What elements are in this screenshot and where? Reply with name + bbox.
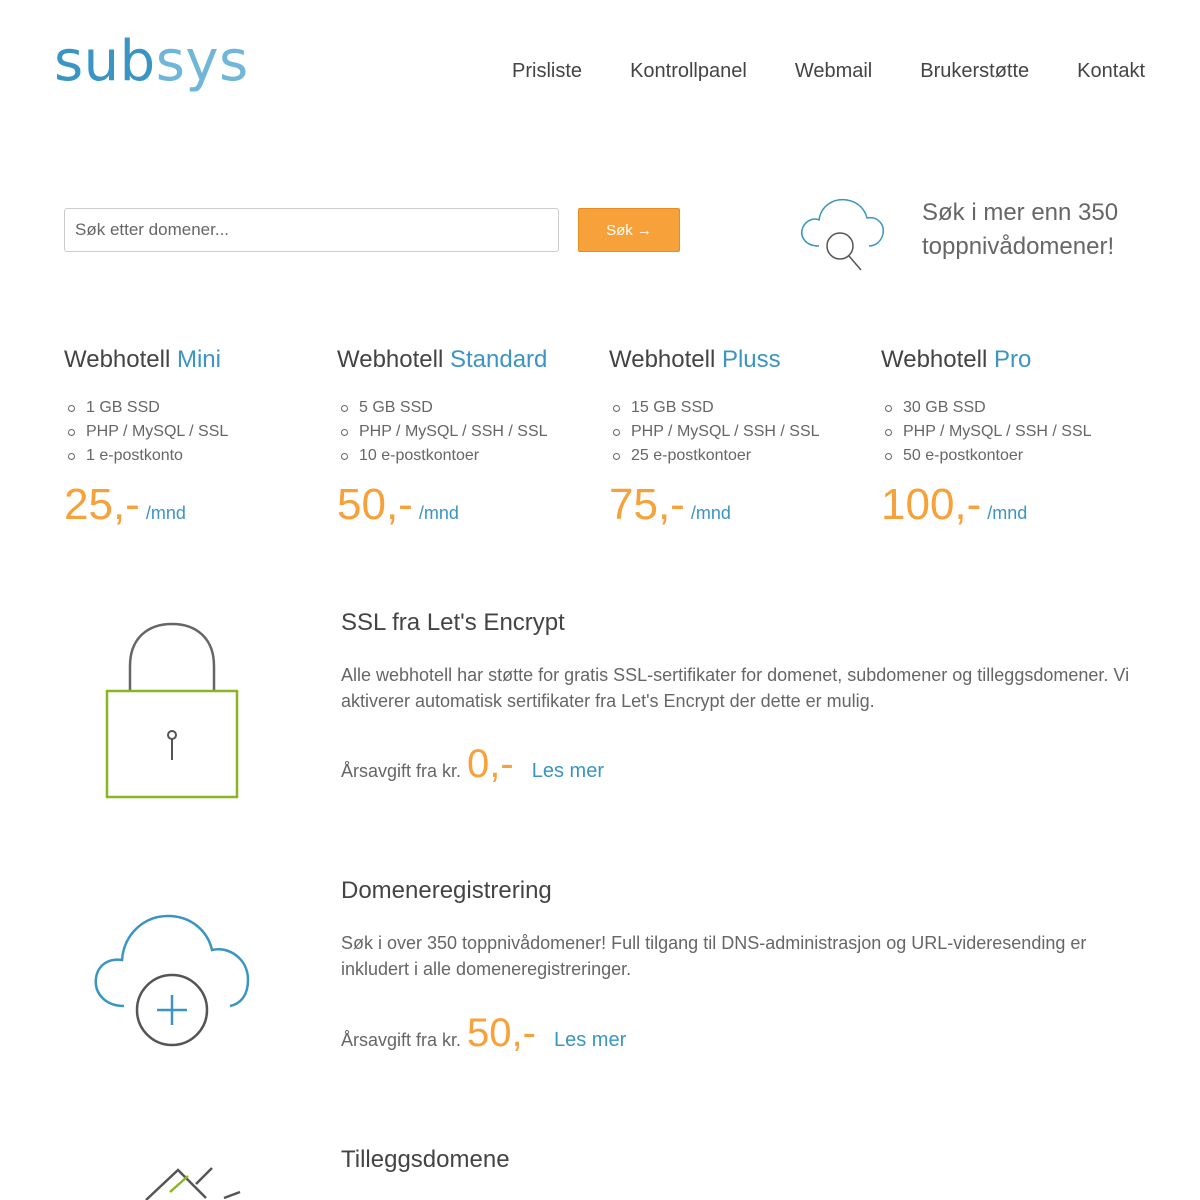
plan-price: [337, 480, 597, 530]
nav-webmail[interactable]: Webmail: [794, 60, 873, 82]
plan-prefix: Webhotell: [881, 346, 988, 373]
plan-price-amount: 50,-: [337, 480, 413, 529]
plan-mini: [64, 346, 324, 530]
plan-price: [64, 480, 324, 530]
read-more-link-ssl[interactable]: Les mer: [531, 760, 604, 782]
nav-kontakt[interactable]: Kontakt: [1077, 60, 1145, 82]
feature-price-domain: [341, 1011, 626, 1056]
plan-feature: 1 e-postkonto: [68, 444, 324, 468]
search-button[interactable]: Søk →: [578, 208, 680, 252]
plan-prefix: Webhotell: [337, 346, 444, 373]
nav-brukerstotte[interactable]: Brukerstøtte: [920, 60, 1030, 82]
feature-desc-ssl: Alle webhotell har støtte for gratis SSL-sertifikater for domenet, subdomener og tilleggsdomener. Vi aktiverer automatisk sertifikater fra Let's Encrypt der dette er mulig.: [341, 665, 1130, 711]
logo-part-sub: sub: [54, 29, 156, 94]
logo[interactable]: [54, 29, 249, 94]
plan-tier: Standard: [449, 346, 548, 373]
plan-price-amount: 100,-: [881, 480, 982, 529]
plan-title[interactable]: [881, 346, 1141, 374]
plan-price-unit: /mnd: [987, 503, 1028, 523]
tld-tagline-line2: toppnivådomener!: [922, 233, 1115, 260]
plan-tier: Mini: [176, 346, 221, 373]
plan-feature: 5 GB SSD: [341, 396, 597, 420]
addon-domain-icon: [140, 1162, 250, 1200]
plan-pro: [881, 346, 1141, 530]
plan-standard: [337, 346, 597, 530]
tld-tagline: [922, 196, 1118, 264]
read-more-link-domain[interactable]: Les mer: [553, 1029, 627, 1051]
plan-features: [885, 396, 1141, 468]
plan-feature: 15 GB SSD: [613, 396, 869, 420]
feature-title-ssl: SSL fra Let's Encrypt: [341, 609, 565, 636]
plan-tier: Pro: [993, 346, 1032, 373]
plan-feature: 25 e-postkontoer: [613, 444, 869, 468]
lock-icon: [100, 618, 244, 804]
plan-feature: PHP / MySQL / SSH / SSL: [885, 420, 1141, 444]
logo-part-sys: sys: [155, 29, 249, 94]
plan-pluss: [609, 346, 869, 530]
plan-feature: 50 e-postkontoer: [885, 444, 1141, 468]
plan-price-amount: 25,-: [64, 480, 140, 529]
nav-kontrollpanel[interactable]: Kontrollpanel: [630, 60, 747, 82]
plan-prefix: Webhotell: [64, 346, 171, 373]
cloud-search-icon: [795, 190, 887, 276]
plan-title[interactable]: [337, 346, 597, 374]
tld-tagline-line1: Søk i mer enn 350: [922, 199, 1119, 226]
plan-title[interactable]: [64, 346, 324, 374]
plan-price: [881, 480, 1141, 530]
price-amount: 0,-: [467, 742, 514, 786]
feature-price-ssl: [341, 742, 604, 787]
plan-feature: 10 e-postkontoer: [341, 444, 597, 468]
plan-price-amount: 75,-: [609, 480, 685, 529]
plan-price-unit: /mnd: [690, 503, 731, 523]
plan-price-unit: /mnd: [418, 503, 459, 523]
plan-features: [613, 396, 869, 468]
plan-features: [68, 396, 324, 468]
plan-title[interactable]: [609, 346, 869, 374]
plan-price: [609, 480, 869, 530]
main-nav: [512, 60, 1145, 83]
price-label: Årsavgift fra kr.: [341, 1030, 462, 1050]
plan-feature: 30 GB SSD: [885, 396, 1141, 420]
feature-title-domain: Domeneregistrering: [341, 877, 552, 904]
plan-tier: Pluss: [721, 346, 781, 373]
plan-prefix: Webhotell: [609, 346, 716, 373]
nav-prisliste[interactable]: Prisliste: [512, 60, 583, 82]
plan-features: [341, 396, 597, 468]
plan-feature: PHP / MySQL / SSH / SSL: [341, 420, 597, 444]
cloud-plus-icon: [90, 910, 254, 1050]
price-label: Årsavgift fra kr.: [341, 761, 462, 781]
feature-title-addon: Tilleggsdomene: [341, 1146, 510, 1173]
plan-feature: PHP / MySQL / SSL: [68, 420, 324, 444]
domain-search-input[interactable]: [64, 208, 559, 252]
price-amount: 50,-: [467, 1011, 536, 1055]
plan-price-unit: /mnd: [145, 503, 186, 523]
feature-desc-domain: Søk i over 350 toppnivådomener! Full tilgang til DNS-administrasjon og URL-videresending er inkludert i alle domeneregistreringer.: [341, 933, 1087, 979]
plan-feature: 1 GB SSD: [68, 396, 324, 420]
plan-feature: PHP / MySQL / SSH / SSL: [613, 420, 869, 444]
